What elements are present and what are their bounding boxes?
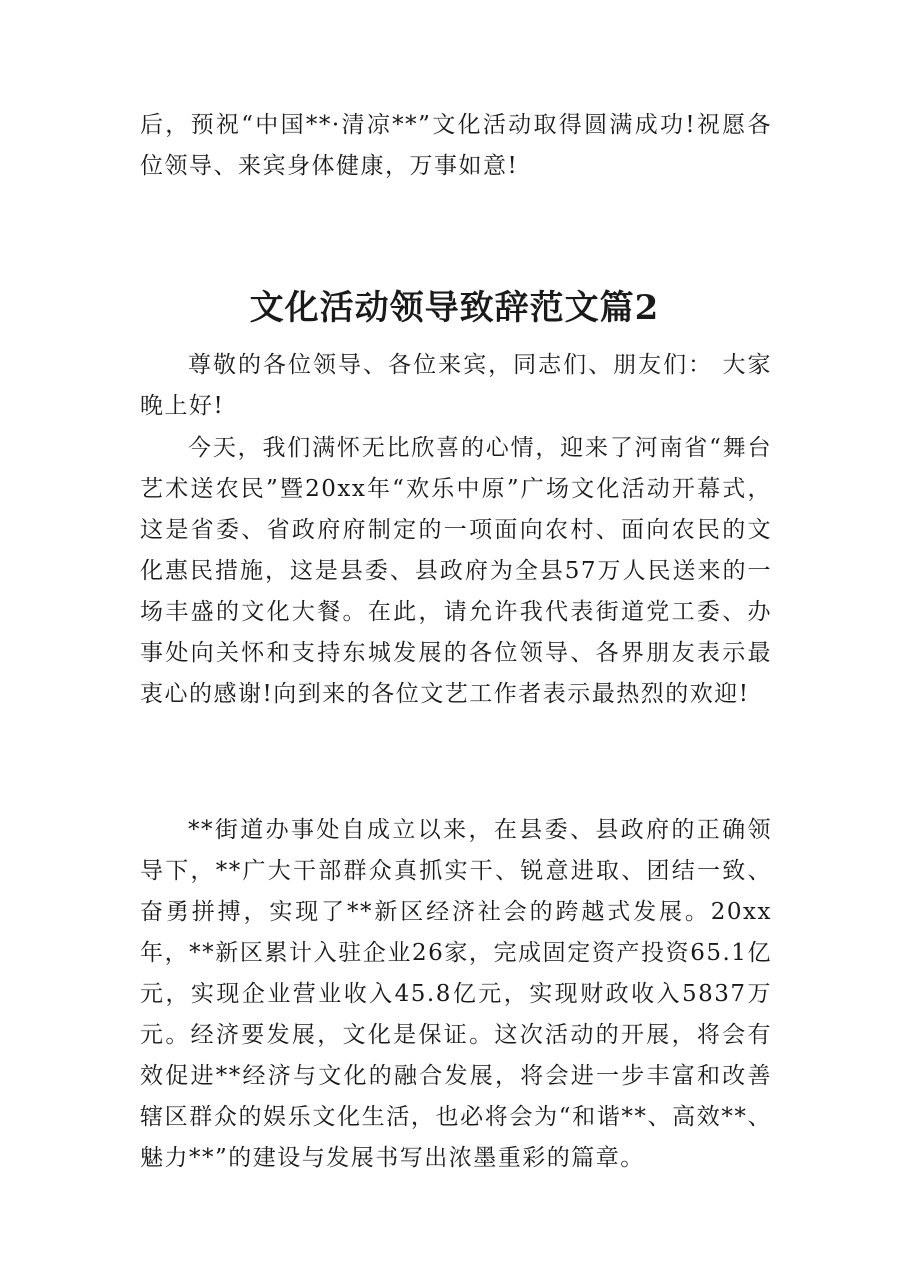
intro-paragraph: 后，预祝“中国**·清凉**”文化活动取得圆满成功!祝愿各位领导、来宾身体健康，万事如意! — [140, 112, 772, 179]
section-title: 文化活动领导致辞范文篇2 — [249, 288, 660, 328]
body-paragraph-1: 今天，我们满怀无比欣喜的心情，迎来了河南省“舞台艺术送农民”暨20xx年“欢乐中原”广场文化活动开幕式，这是省委、省政府府制定的一项面向农村、面向农民的文化惠民措施，这是县委、县政府为全县57万人民送来的一场丰盛的文化大餐。在此，请允许我代表街道党工委、办事处向关怀和支持东城发展的各位领导、各界朋友表示最衷心的感谢!向到来的各位文艺工作者表示最热烈的欢迎! — [140, 435, 772, 707]
body-block-1 — [140, 428, 772, 715]
body-block-2 — [140, 810, 772, 1179]
intro-block — [140, 105, 772, 187]
body-paragraph-2: **街道办事处自成立以来，在县委、县政府的正确领导下，**广大干部群众真抓实干、锐意进取、团结一致、奋勇拼搏，实现了**新区经济社会的跨越式发展。20xx年，**新区累计入驻企业26家，完成固定资产投资65.1亿元，实现企业营业收入45.8亿元，实现财政收入5837万元。经济要发展，文化是保证。这次活动的开展，将会有效促进**经济与文化的融合发展，将会进一步丰富和改善辖区群众的娱乐文化生活，也必将会为“和谐**、高效**、魅力**”的建设与发展书写出浓墨重彩的篇章。 — [140, 817, 772, 1171]
greeting-paragraph: 尊敬的各位领导、各位来宾，同志们、朋友们： 大家晚上好! — [140, 352, 772, 419]
greeting-block — [140, 345, 772, 427]
